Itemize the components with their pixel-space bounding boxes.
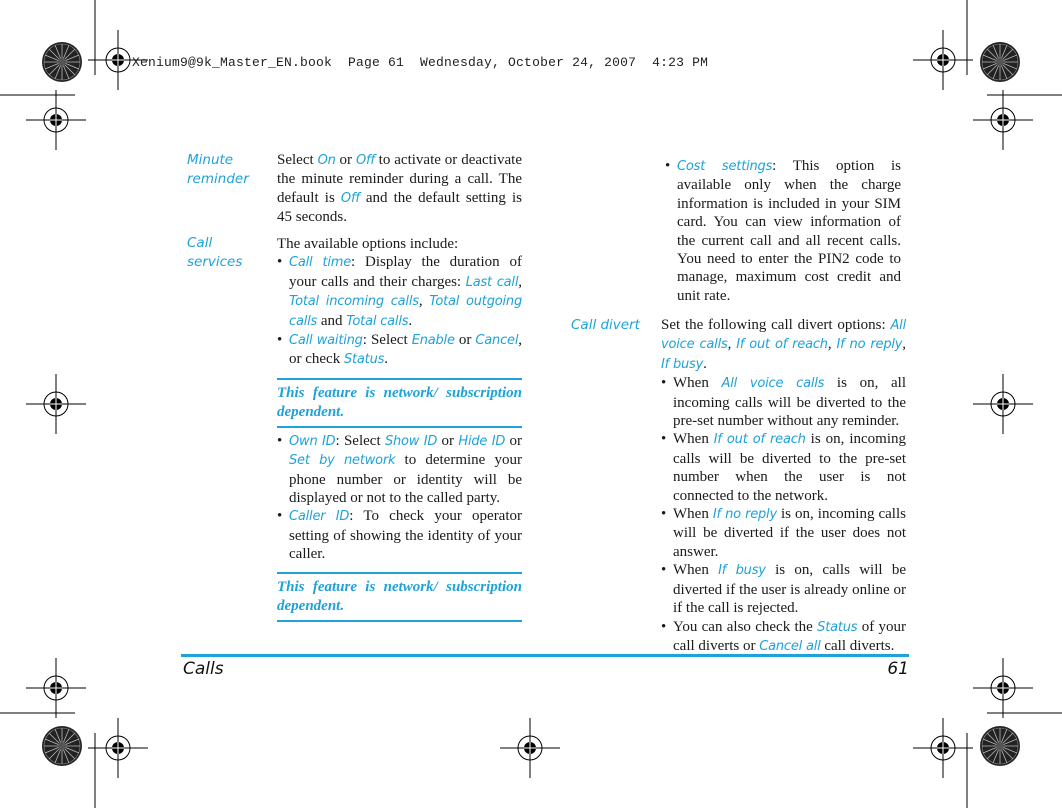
registration-mark-icon xyxy=(26,374,86,434)
network-note: This feature is network/ subscription dependent. xyxy=(277,572,522,622)
star-target-icon xyxy=(980,726,1020,766)
list-item-caller-id: • Caller ID: To check your operator setting of showing the identity of your caller. xyxy=(277,507,522,563)
call-divert-description: Set the following call divert options: All voice calls, If out of reach, If no reply, If busy. • When All voice calls is on, all incoming calls will be diverted to the pre-set number without any reminder. • When If out of reach is on, incoming calls will be diverted to the pre-set number when the user is not connected to the network. • When If no reply is on, incoming calls will be diverted if the user does not answer. • When If busy is on, calls will be diverted if the user is already online or if the call is rejected. • You can also check the Status of your call diverts or Cancel all call diverts. xyxy=(661,316,906,656)
list-item-own-id: • Own ID: Select Show ID or Hide ID or Set by network to determine your phone number or identity will be displayed or not to the called party. xyxy=(277,432,522,508)
cost-settings-description xyxy=(665,157,901,305)
star-target-icon xyxy=(42,42,82,82)
registration-mark-icon xyxy=(973,658,1033,718)
list-item-cost-settings: • Cost settings: This option is available only when the charge information is included in your SIM card. You can view information of the current call and all recent calls. You need to enter the PIN2 code to manage, maximum cost credit and unit rate. xyxy=(665,157,901,305)
option-off-default: Off xyxy=(340,190,360,206)
star-target-icon xyxy=(980,42,1020,82)
registration-mark-icon xyxy=(973,90,1033,150)
network-note: This feature is network/ subscription dependent. xyxy=(277,378,522,428)
list-item-call-time: • Call time: Display the duration of your calls and their charges: Last call, Total incoming calls, Total outgoing calls and Total calls. xyxy=(277,253,522,331)
star-target-icon xyxy=(42,726,82,766)
list-item-divert-status: • You can also check the Status of your call diverts or Cancel all call diverts. xyxy=(661,618,906,657)
list-item-divert-out-of-reach: • When If out of reach is on, incoming calls will be diverted to the pre-set number when the user is not connected to the network. xyxy=(661,430,906,505)
registration-mark-icon xyxy=(500,718,560,778)
list-item-call-waiting: • Call waiting: Select Enable or Cancel, or check Status. xyxy=(277,331,522,370)
list-item-divert-all: • When All voice calls is on, all incoming calls will be diverted to the pre-set number without any reminder. xyxy=(661,374,906,430)
footer-rule xyxy=(181,654,909,657)
minute-reminder-description: Select On or Off to activate or deactivate the minute reminder during a call. The default is Off and the default setting is 45 seconds. xyxy=(277,152,522,226)
option-off: Off xyxy=(355,153,375,168)
term-minute-reminder: Minute reminder xyxy=(187,152,249,187)
call-services-description xyxy=(277,235,522,622)
registration-mark-icon xyxy=(973,374,1033,434)
option-on: On xyxy=(317,153,336,168)
registration-mark-icon xyxy=(88,718,148,778)
call-services-intro: The available options include: xyxy=(277,236,459,252)
registration-mark-icon xyxy=(913,718,973,778)
list-item-divert-no-reply: • When If no reply is on, incoming calls will be diverted if the user does not answer. xyxy=(661,505,906,561)
registration-mark-icon xyxy=(913,30,973,90)
term-call-services: Call services xyxy=(187,235,243,270)
footer-chapter-title: Calls xyxy=(183,659,224,679)
registration-mark-icon xyxy=(26,90,86,150)
list-item-divert-busy: • When If busy is on, calls will be diverted if the user is already online or if the call is rejected. xyxy=(661,561,906,617)
registration-mark-icon xyxy=(26,658,86,718)
print-header: Xenium9@9k_Master_EN.book Page 61 Wednesday, October 24, 2007 4:23 PM xyxy=(132,55,709,70)
term-call-divert: Call divert xyxy=(571,317,640,333)
page-number: 61 xyxy=(887,659,909,679)
